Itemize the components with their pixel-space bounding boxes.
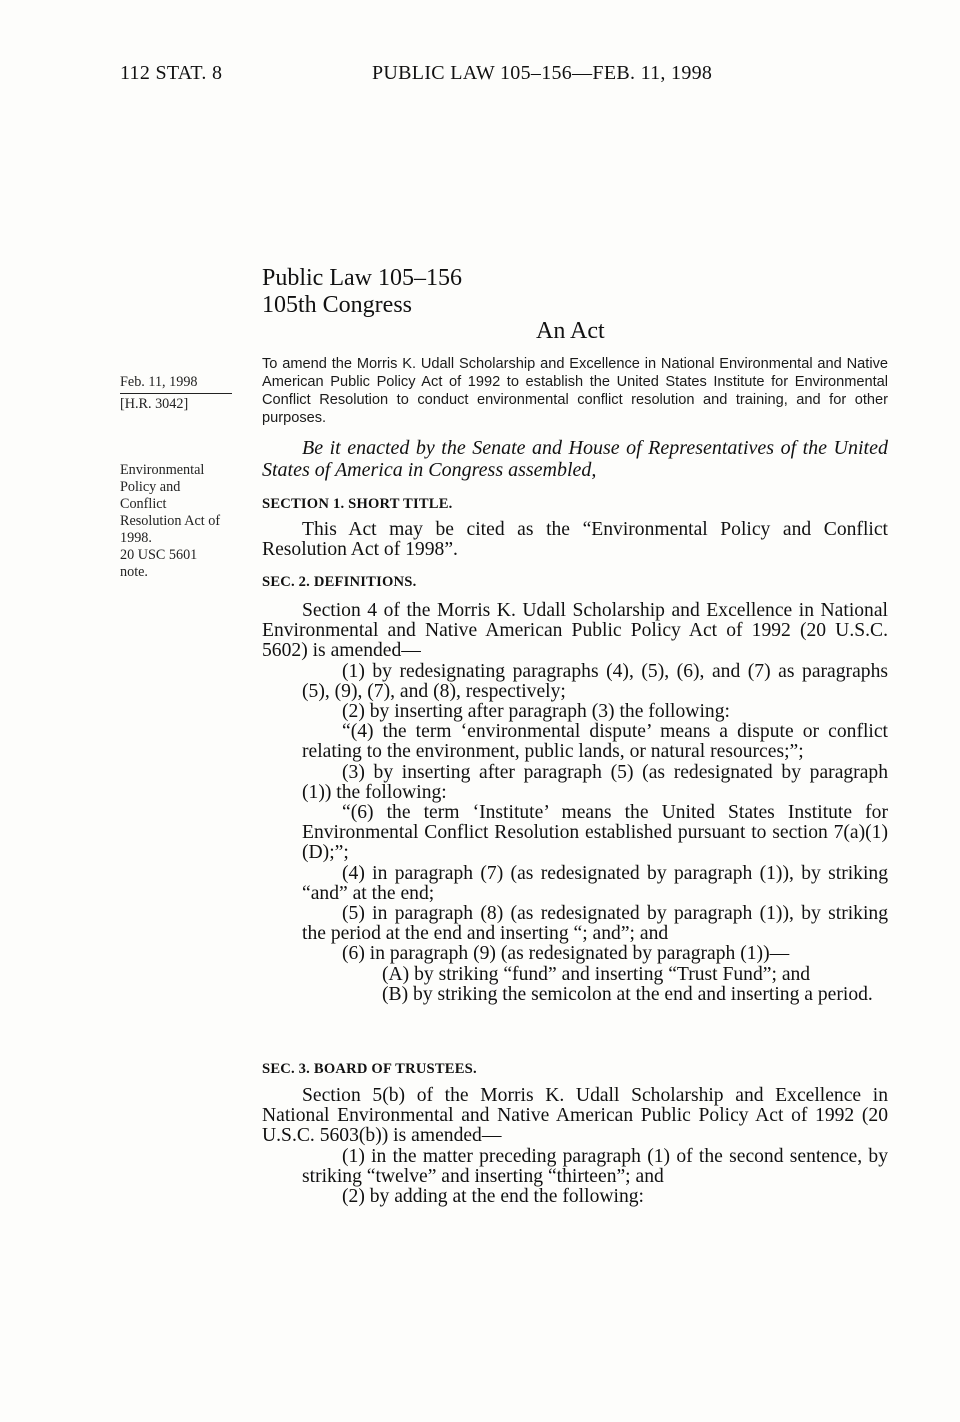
section-3-body — [262, 1086, 888, 1207]
margin-note-line: Policy and — [120, 479, 181, 495]
margin-note-line: 1998. — [120, 530, 152, 546]
long-title: To amend the Morris K. Udall Scholarship and Excellence in National Environmental and Native American Public Policy Act of 1992 to establish the United States Institute for Environmental Conflict Resolution to conduct environmental conflict resolution and training, and for other purposes. — [262, 356, 888, 426]
enacting-clause: Be it enacted by the Senate and House of Representatives of the United States of America in Congress assembled, — [262, 437, 888, 481]
section-2-paragraph-5: (5) in paragraph (8) (as redesignated by paragraph (1)), by striking the period at the end and inserting “; and”; and — [302, 903, 888, 945]
margin-short-title-note — [120, 462, 250, 581]
act-label: An Act — [536, 318, 605, 344]
margin-note-line: Resolution Act of — [120, 513, 221, 529]
section-1-heading: SECTION 1. SHORT TITLE. — [262, 496, 453, 512]
section-1-text: This Act may be cited as the “Environmental Policy and Conflict Resolution Act of 1998”. — [262, 519, 888, 561]
section-3-paragraph-2: (2) by adding at the end the following: — [342, 1186, 645, 1208]
section-3-intro: Section 5(b) of the Morris K. Udall Scholarship and Excellence in National Environmental and Native American Public Policy Act of 1992 (20 U.S.C. 5603(b)) is amended— — [262, 1085, 888, 1147]
margin-date: Feb. 11, 1998 — [120, 374, 198, 390]
section-2-heading: SEC. 2. DEFINITIONS. — [262, 574, 417, 590]
margin-citation-suffix: note. — [120, 564, 148, 580]
section-2-paragraph-6: (6) in paragraph (9) (as redesignated by paragraph (1))— — [342, 943, 790, 965]
margin-divider — [120, 393, 232, 394]
section-2-paragraph-3-quote: “(6) the term ‘Institute’ means the United States Institute for Environmental Conflict Resolution established pursuant to section 7(a)(1)(D);”; — [302, 802, 888, 864]
section-1-body — [262, 520, 888, 560]
section-2-body — [262, 601, 888, 1005]
section-3-heading: SEC. 3. BOARD OF TRUSTEES. — [262, 1061, 477, 1077]
margin-note-line: Environmental — [120, 462, 205, 478]
section-2-paragraph-1: (1) by redesignating paragraphs (4), (5), (6), and (7) as paragraphs (5), (9), (7), and (8), respectively; — [302, 660, 888, 702]
section-2-intro: Section 4 of the Morris K. Udall Scholarship and Excellence in National Environmental and Native American Public Policy Act of 1992 (20 U.S.C. 5602) is amended— — [262, 600, 888, 662]
margin-bill-number: [H.R. 3042] — [120, 396, 189, 412]
section-2-paragraph-4: (4) in paragraph (7) (as redesignated by paragraph (1)), by striking “and” at the end; — [302, 862, 888, 904]
congress: 105th Congress — [262, 292, 412, 318]
section-2-paragraph-2: (2) by inserting after paragraph (3) the following: — [342, 701, 730, 723]
section-2-subparagraph-a: (A) by striking “fund” and inserting “Trust Fund”; and — [382, 963, 811, 985]
section-2-subparagraph-b: (B) by striking the semicolon at the end and inserting a period. — [382, 983, 873, 1005]
law-number: Public Law 105–156 — [262, 265, 462, 291]
margin-citation: 20 USC 5601 — [120, 547, 198, 563]
running-title: PUBLIC LAW 105–156—FEB. 11, 1998 — [372, 62, 713, 84]
section-2-paragraph-2-quote: “(4) the term ‘environmental dispute’ means a dispute or conflict relating to the environment, public lands, or natural resources;”; — [302, 721, 888, 763]
page-reference: 112 STAT. 8 — [120, 62, 223, 84]
section-2-paragraph-3: (3) by inserting after paragraph (5) (as redesignated by paragraph (1)) the following: — [302, 761, 888, 803]
margin-note-line: Conflict — [120, 496, 167, 512]
section-3-paragraph-1: (1) in the matter preceding paragraph (1) of the second sentence, by striking “twelve” and inserting “thirteen”; and — [302, 1145, 888, 1187]
